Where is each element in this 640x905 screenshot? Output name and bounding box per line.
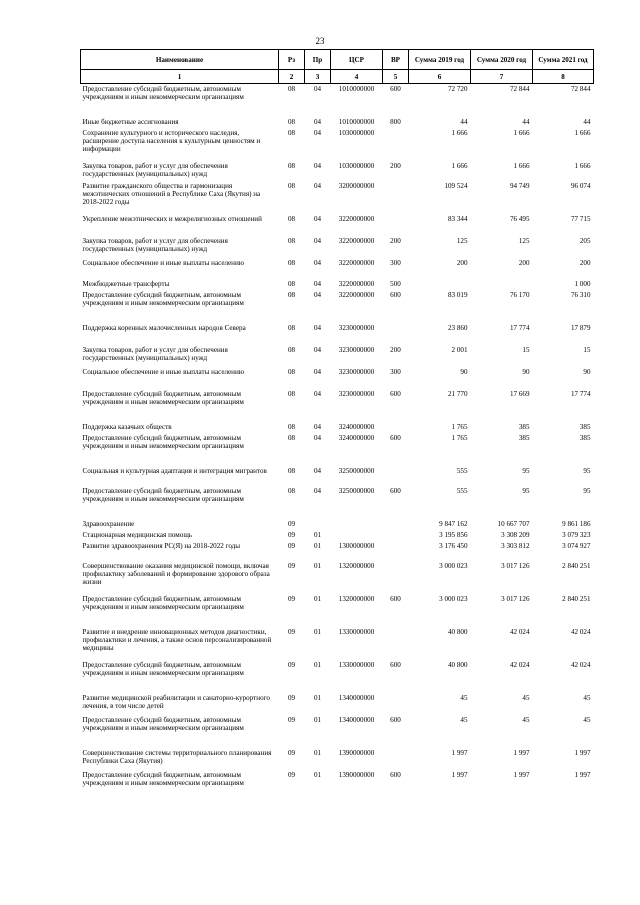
row-sum-2020: 1 666 xyxy=(513,128,530,137)
row-pr: 01 xyxy=(313,530,322,539)
row-rz: 08 xyxy=(287,422,296,431)
row-sum-2019: 555 xyxy=(456,466,468,475)
row-vr xyxy=(383,748,409,770)
row-vr xyxy=(383,466,409,486)
row-vr xyxy=(383,561,409,594)
row-vr: 600 xyxy=(390,85,401,93)
row-rz: 09 xyxy=(287,715,296,724)
row-name: Предоставление субсидий бюджетным, автономным учреждениям и иным некоммерческим организациям xyxy=(82,433,244,450)
table-row xyxy=(81,161,594,181)
row-sum-2020: 125 xyxy=(518,236,530,245)
row-csr: 3240000000 xyxy=(338,433,375,442)
row-sum-2020: 10 667 707 xyxy=(497,519,530,528)
row-sum-2020: 15 xyxy=(522,345,530,354)
table-row xyxy=(81,693,594,715)
row-pr: 04 xyxy=(313,161,322,170)
row-name: Поддержка казачьих обществ xyxy=(82,422,172,431)
row-rz: 09 xyxy=(287,561,296,570)
row-vr: 300 xyxy=(390,367,401,376)
row-pr: 01 xyxy=(313,770,322,779)
table-row xyxy=(81,422,594,433)
row-pr: 04 xyxy=(313,486,322,495)
row-vr: 600 xyxy=(390,715,401,724)
row-sum-2020: 385 xyxy=(518,433,530,442)
row-vr: 200 xyxy=(390,161,401,170)
row-csr: 1320000000 xyxy=(338,561,375,570)
table-row xyxy=(81,258,594,279)
row-vr: 500 xyxy=(390,279,401,288)
row-pr: 04 xyxy=(313,85,322,93)
row-pr: 04 xyxy=(313,214,322,223)
row-rz: 08 xyxy=(287,258,296,267)
table-row xyxy=(81,594,594,627)
row-sum-2021: 1 666 xyxy=(574,161,591,170)
row-sum-2019: 83 344 xyxy=(447,214,468,223)
row-sum-2020: 1 997 xyxy=(513,770,530,779)
row-sum-2020: 42 024 xyxy=(509,627,530,636)
header-sum-2021: Сумма 2021 год xyxy=(533,50,594,70)
row-rz: 08 xyxy=(287,117,296,126)
row-sum-2021: 90 xyxy=(583,367,591,376)
row-sum-2021: 1 000 xyxy=(574,279,591,288)
row-sum-2021: 1 997 xyxy=(574,748,591,757)
row-csr: 1320000000 xyxy=(338,594,375,603)
row-sum-2019: 3 000 023 xyxy=(439,561,468,570)
row-sum-2021: 77 715 xyxy=(570,214,591,223)
row-sum-2019: 125 xyxy=(456,236,468,245)
row-name: Иные бюджетные ассигнования xyxy=(82,117,179,126)
row-sum-2020: 3 017 126 xyxy=(501,561,530,570)
table-row xyxy=(81,466,594,486)
table-row xyxy=(81,748,594,770)
row-vr: 600 xyxy=(390,486,401,495)
row-sum-2019: 40 800 xyxy=(447,660,468,669)
row-sum-2021: 385 xyxy=(579,433,591,442)
table-row xyxy=(81,345,594,367)
row-vr xyxy=(383,519,409,530)
column-number: 8 xyxy=(533,70,594,84)
column-number: 1 xyxy=(81,70,279,84)
row-rz: 09 xyxy=(287,627,296,636)
header-row xyxy=(81,50,594,70)
table-row xyxy=(81,128,594,161)
table-body xyxy=(81,84,594,792)
row-vr: 200 xyxy=(390,236,401,245)
row-name: Развитие гражданского общества и гармонизация межэтнических отношений в Республике Саха (Якутия) на 2018-2022 годы xyxy=(82,181,261,206)
row-pr: 04 xyxy=(313,323,322,332)
table-row xyxy=(81,627,594,660)
row-sum-2021: 45 xyxy=(583,715,591,724)
row-vr xyxy=(383,627,409,660)
row-vr xyxy=(383,422,409,433)
row-name: Предоставление субсидий бюджетным, автономным учреждениям и иным некоммерческим организациям xyxy=(82,389,244,406)
row-sum-2020: 42 024 xyxy=(509,660,530,669)
row-sum-2020: 44 xyxy=(522,117,530,126)
row-rz: 08 xyxy=(287,486,296,495)
table-row xyxy=(81,290,594,323)
row-pr: 04 xyxy=(313,290,322,299)
row-rz: 09 xyxy=(287,594,296,603)
row-sum-2020 xyxy=(471,279,533,290)
row-sum-2021: 42 024 xyxy=(570,627,591,636)
row-csr: 3220000000 xyxy=(338,258,375,267)
row-rz: 08 xyxy=(287,128,296,137)
row-pr: 01 xyxy=(313,627,322,636)
row-rz: 08 xyxy=(287,433,296,442)
row-csr: 3220000000 xyxy=(338,214,375,223)
row-vr xyxy=(383,128,409,161)
column-number: 7 xyxy=(471,70,533,84)
row-rz: 08 xyxy=(287,345,296,354)
row-sum-2019: 72 720 xyxy=(447,85,468,93)
row-vr xyxy=(383,693,409,715)
row-name: Социальное обеспечение и иные выплаты населению xyxy=(82,367,245,376)
row-sum-2019: 23 860 xyxy=(447,323,468,332)
row-sum-2019: 1 666 xyxy=(451,161,468,170)
column-number: 2 xyxy=(279,70,305,84)
row-pr: 01 xyxy=(313,693,322,702)
row-sum-2020: 45 xyxy=(522,715,530,724)
row-pr xyxy=(305,519,331,530)
row-sum-2020: 95 xyxy=(522,466,530,475)
row-sum-2019: 109 524 xyxy=(444,181,468,190)
row-pr: 04 xyxy=(313,181,322,190)
row-rz: 08 xyxy=(287,85,296,93)
row-name: Укрепление межэтнических и межрелигиозных отношений xyxy=(82,214,262,223)
row-sum-2019: 1 765 xyxy=(451,422,468,431)
row-csr: 1340000000 xyxy=(338,715,375,724)
row-sum-2021: 2 840 251 xyxy=(562,561,591,570)
row-name: Здравоохранение xyxy=(82,519,135,528)
row-rz: 08 xyxy=(287,214,296,223)
row-sum-2020: 95 xyxy=(522,486,530,495)
table-row xyxy=(81,561,594,594)
row-sum-2021: 72 844 xyxy=(570,85,591,93)
row-pr: 04 xyxy=(313,279,322,288)
row-pr: 04 xyxy=(313,117,322,126)
row-vr xyxy=(383,181,409,214)
row-sum-2019: 1 765 xyxy=(451,433,468,442)
row-rz: 08 xyxy=(287,161,296,170)
row-pr: 04 xyxy=(313,236,322,245)
row-sum-2021: 200 xyxy=(579,258,591,267)
header-sum-2019: Сумма 2019 год xyxy=(409,50,471,70)
row-csr: 3220000000 xyxy=(338,279,375,288)
row-vr: 600 xyxy=(390,660,401,669)
table-row xyxy=(81,323,594,345)
row-rz: 08 xyxy=(287,236,296,245)
row-rz: 09 xyxy=(287,660,296,669)
table-row xyxy=(81,236,594,258)
row-name: Предоставление субсидий бюджетным, автономным учреждениям и иным некоммерческим организациям xyxy=(82,594,244,611)
row-name: Развитие медицинской реабилитации и санаторно-курортного лечения, в том числе детей xyxy=(82,693,270,710)
header-csr: ЦСР xyxy=(331,50,383,70)
header-rz: Рз xyxy=(279,50,305,70)
row-csr: 1010000000 xyxy=(338,85,375,93)
column-number: 4 xyxy=(331,70,383,84)
row-sum-2019 xyxy=(409,279,471,290)
row-sum-2019: 21 770 xyxy=(447,389,468,398)
budget-table xyxy=(80,49,594,792)
table-row xyxy=(81,541,594,561)
row-sum-2019: 44 xyxy=(460,117,468,126)
row-csr: 3230000000 xyxy=(338,323,375,332)
row-csr: 3240000000 xyxy=(338,422,375,431)
row-name: Предоставление субсидий бюджетным, автономным учреждениям и иным некоммерческим организациям xyxy=(82,486,244,503)
row-vr: 600 xyxy=(390,770,401,779)
row-name: Межбюджетные трансферты xyxy=(82,279,170,288)
row-rz: 08 xyxy=(287,367,296,376)
row-sum-2020: 72 844 xyxy=(509,85,530,93)
row-sum-2021: 42 024 xyxy=(570,660,591,669)
row-name: Развитие и внедрение инновационных методов диагностики, профилактики и лечения, а также основ персонализированной медицины xyxy=(82,627,272,652)
row-name: Стационарная медицинская помощь xyxy=(82,530,193,539)
column-number: 5 xyxy=(383,70,409,84)
row-sum-2019: 1 997 xyxy=(451,770,468,779)
page-number: 23 xyxy=(315,36,325,46)
row-pr: 04 xyxy=(313,258,322,267)
row-sum-2020: 76 495 xyxy=(509,214,530,223)
row-vr: 600 xyxy=(390,290,401,299)
table-row xyxy=(81,214,594,236)
row-pr: 01 xyxy=(313,561,322,570)
row-rz: 08 xyxy=(287,279,296,288)
column-number: 6 xyxy=(409,70,471,84)
table-row xyxy=(81,660,594,693)
header-name: Наименование xyxy=(81,50,279,70)
row-csr: 1010000000 xyxy=(338,117,375,126)
row-sum-2020: 17 774 xyxy=(509,323,530,332)
row-sum-2021: 96 074 xyxy=(570,181,591,190)
row-sum-2019: 83 019 xyxy=(447,290,468,299)
table-row xyxy=(81,181,594,214)
row-csr xyxy=(331,519,383,530)
row-sum-2019: 45 xyxy=(460,715,468,724)
row-name: Предоставление субсидий бюджетным, автономным учреждениям и иным некоммерческим организациям xyxy=(82,715,244,732)
header-vr: ВР xyxy=(383,50,409,70)
row-sum-2021: 3 079 323 xyxy=(562,530,591,539)
row-sum-2019: 2 001 xyxy=(451,345,468,354)
row-pr: 04 xyxy=(313,389,322,398)
row-vr: 600 xyxy=(390,594,401,603)
row-vr xyxy=(383,323,409,345)
row-rz: 09 xyxy=(287,519,296,528)
row-pr: 01 xyxy=(313,660,322,669)
header-pr: Пр xyxy=(305,50,331,70)
row-rz: 08 xyxy=(287,181,296,190)
row-csr: 1330000000 xyxy=(338,627,375,636)
table-row xyxy=(81,486,594,519)
row-pr: 04 xyxy=(313,466,322,475)
row-pr: 01 xyxy=(313,715,322,724)
table-row xyxy=(81,389,594,422)
row-csr: 3230000000 xyxy=(338,367,375,376)
row-name: Закупка товаров, работ и услуг для обеспечения государственных (муниципальных) нужд xyxy=(82,236,228,253)
row-sum-2019: 3 000 023 xyxy=(439,594,468,603)
row-sum-2021: 17 879 xyxy=(570,323,591,332)
row-name: Поддержка коренных малочисленных народов Севера xyxy=(82,323,246,332)
row-rz: 09 xyxy=(287,770,296,779)
row-name: Сохранение культурного и исторического наследия, расширение доступа населения к культурным ценностям и информации xyxy=(82,128,261,153)
row-csr: 3230000000 xyxy=(338,345,375,354)
row-name: Закупка товаров, работ и услуг для обеспечения государственных (муниципальных) нужд xyxy=(82,345,228,362)
row-sum-2019: 1 997 xyxy=(451,748,468,757)
row-vr xyxy=(383,214,409,236)
row-sum-2020: 90 xyxy=(522,367,530,376)
row-csr: 3220000000 xyxy=(338,236,375,245)
row-sum-2020: 76 170 xyxy=(509,290,530,299)
row-csr: 1030000000 xyxy=(338,128,375,137)
row-sum-2019: 555 xyxy=(456,486,468,495)
row-csr: 1300000000 xyxy=(338,541,375,550)
row-rz: 09 xyxy=(287,748,296,757)
row-pr: 01 xyxy=(313,541,322,550)
table-row xyxy=(81,84,594,117)
row-rz: 08 xyxy=(287,389,296,398)
row-sum-2021: 45 xyxy=(583,693,591,702)
row-rz: 09 xyxy=(287,541,296,550)
row-sum-2020: 1 997 xyxy=(513,748,530,757)
row-sum-2020: 17 669 xyxy=(509,389,530,398)
row-sum-2019: 90 xyxy=(460,367,468,376)
row-sum-2021: 3 074 927 xyxy=(562,541,591,550)
row-sum-2021: 15 xyxy=(583,345,591,354)
row-pr: 04 xyxy=(313,422,322,431)
row-sum-2021: 95 xyxy=(583,486,591,495)
row-sum-2021: 95 xyxy=(583,466,591,475)
row-sum-2019: 1 666 xyxy=(451,128,468,137)
row-vr: 300 xyxy=(390,258,401,267)
row-csr: 3250000000 xyxy=(338,466,375,475)
row-sum-2019: 9 847 162 xyxy=(439,519,468,528)
row-name: Закупка товаров, работ и услуг для обеспечения государственных (муниципальных) нужд xyxy=(82,161,228,178)
row-pr: 01 xyxy=(313,594,322,603)
row-csr: 3200000000 xyxy=(338,181,375,190)
table-row xyxy=(81,715,594,748)
row-sum-2020: 3 308 209 xyxy=(501,530,530,539)
row-sum-2020: 3 303 812 xyxy=(501,541,530,550)
row-pr: 04 xyxy=(313,367,322,376)
row-sum-2021: 1 666 xyxy=(574,128,591,137)
row-sum-2021: 44 xyxy=(583,117,591,126)
row-rz: 09 xyxy=(287,693,296,702)
header-sum-2020: Сумма 2020 год xyxy=(471,50,533,70)
row-name: Социальная и культурная адаптация и интеграция мигрантов xyxy=(82,466,267,475)
row-rz: 08 xyxy=(287,466,296,475)
row-name: Совершенствование оказания медицинской помощи, включая профилактику заболеваний и формирование здорового образа жизни xyxy=(82,561,270,586)
row-name: Предоставление субсидий бюджетным, автономным учреждениям и иным некоммерческим организациям xyxy=(82,660,244,677)
row-rz: 08 xyxy=(287,290,296,299)
table-row xyxy=(81,530,594,541)
row-name: Предоставление субсидий бюджетным, автономным учреждениям и иным некоммерческим организациям xyxy=(82,290,244,307)
row-vr xyxy=(383,530,409,541)
row-pr: 04 xyxy=(313,345,322,354)
row-rz: 08 xyxy=(287,323,296,332)
table-row xyxy=(81,519,594,530)
row-csr: 1390000000 xyxy=(338,770,375,779)
table-row xyxy=(81,279,594,290)
row-sum-2019: 45 xyxy=(460,693,468,702)
row-vr: 600 xyxy=(390,433,401,442)
row-name: Развитие здравоохранения РС(Я) на 2018-2022 годы xyxy=(82,541,241,550)
row-name: Социальное обеспечение и иные выплаты населению xyxy=(82,258,245,267)
row-sum-2021: 1 997 xyxy=(574,770,591,779)
row-pr: 04 xyxy=(313,128,322,137)
table-row xyxy=(81,367,594,389)
row-pr: 01 xyxy=(313,748,322,757)
column-number-row xyxy=(81,70,594,84)
row-sum-2021: 9 861 186 xyxy=(562,519,591,528)
row-sum-2019: 3 195 856 xyxy=(439,530,468,539)
row-sum-2020: 1 666 xyxy=(513,161,530,170)
row-vr xyxy=(383,541,409,561)
row-pr: 04 xyxy=(313,433,322,442)
row-csr: 3220000000 xyxy=(338,290,375,299)
row-csr: 3230000000 xyxy=(338,389,375,398)
row-vr: 200 xyxy=(390,345,401,354)
row-sum-2020: 94 749 xyxy=(509,181,530,190)
row-sum-2021: 385 xyxy=(579,422,591,431)
row-rz: 09 xyxy=(287,530,296,539)
row-sum-2020: 45 xyxy=(522,693,530,702)
row-sum-2019: 3 176 450 xyxy=(439,541,468,550)
table-row xyxy=(81,770,594,792)
row-csr: 1390000000 xyxy=(338,748,375,757)
row-csr: 1030000000 xyxy=(338,161,375,170)
row-sum-2019: 40 800 xyxy=(447,627,468,636)
row-csr: 1330000000 xyxy=(338,660,375,669)
row-vr: 600 xyxy=(390,389,401,398)
row-sum-2021: 17 774 xyxy=(570,389,591,398)
row-name: Предоставление субсидий бюджетным, автономным учреждениям и иным некоммерческим организациям xyxy=(82,85,244,101)
row-vr: 800 xyxy=(390,117,401,126)
row-name: Совершенствование системы территориального планирования Республики Саха (Якутия) xyxy=(82,748,272,765)
column-number: 3 xyxy=(305,70,331,84)
row-name: Предоставление субсидий бюджетным, автономным учреждениям и иным некоммерческим организациям xyxy=(82,770,244,787)
row-sum-2020: 3 017 126 xyxy=(501,594,530,603)
table-row xyxy=(81,117,594,128)
row-csr: 3250000000 xyxy=(338,486,375,495)
row-sum-2021: 205 xyxy=(579,236,591,245)
row-sum-2020: 385 xyxy=(518,422,530,431)
row-csr: 1340000000 xyxy=(338,693,375,702)
row-sum-2019: 200 xyxy=(456,258,468,267)
row-csr xyxy=(331,530,383,541)
row-sum-2021: 76 310 xyxy=(570,290,591,299)
table-row xyxy=(81,433,594,466)
row-sum-2020: 200 xyxy=(518,258,530,267)
row-sum-2021: 2 840 251 xyxy=(562,594,591,603)
